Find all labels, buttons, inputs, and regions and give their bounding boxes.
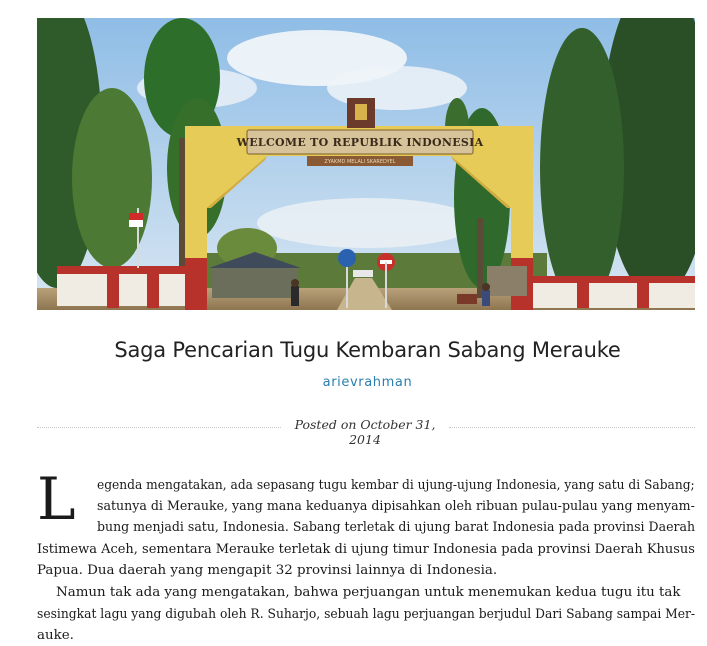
posted-on [281, 417, 449, 447]
post-date-link[interactable]: October 31, 2014 [349, 417, 436, 447]
paragraph-2-line-1: Namun tak ada yang mengatakan, bahwa perjuangan untuk menemukan kedua tugu itu tak [56, 585, 681, 600]
paragraph-1-line-1: egenda mengatakan, ada sepasang tugu kembar di ujung-ujung Indonesia, yang satu di Sabang; [97, 478, 695, 493]
gate-photo [37, 18, 695, 310]
drop-cap: L [37, 465, 76, 533]
meta-divider-left [37, 427, 281, 428]
paragraph-2-line-2: sesingkat lagu yang digubah oleh R. Suharjo, sebuah lagu perjuangan berjudul Dari Sabang sampai Mer- [37, 607, 696, 622]
post-meta [37, 417, 695, 447]
gate-sub-sign-text: ZYAKMD MELALI SKAREDYEL [324, 159, 396, 165]
paragraph-1-line-5: Papua. Dua daerah yang mengapit 32 provinsi lainnya di Indonesia. [37, 563, 498, 578]
meta-divider-right [449, 427, 695, 428]
gate-sign-text: WELCOME TO REPUBLIK INDONESIA [236, 136, 484, 149]
paragraph-1-line-4: Istimewa Aceh, sementara Merauke terletak di ujung timur Indonesia pada provinsi Daerah Khusus [37, 542, 695, 557]
featured-image [37, 18, 695, 310]
posted-label: Posted on [294, 417, 357, 432]
paragraph-1-line-2: satunya di Merauke, yang mana keduanya dipisahkan oleh ribuan pulau-pulau yang menyam- [97, 499, 695, 514]
post-title: Saga Pencarian Tugu Kembaran Sabang Merauke [114, 338, 621, 362]
author-link[interactable]: arievrahman [322, 375, 413, 390]
paragraph-1-line-3: bung menjadi satu, Indonesia. Sabang terletak di ujung barat Indonesia pada provinsi Daerah [97, 520, 696, 535]
paragraph-2-line-3: auke. [37, 628, 74, 643]
